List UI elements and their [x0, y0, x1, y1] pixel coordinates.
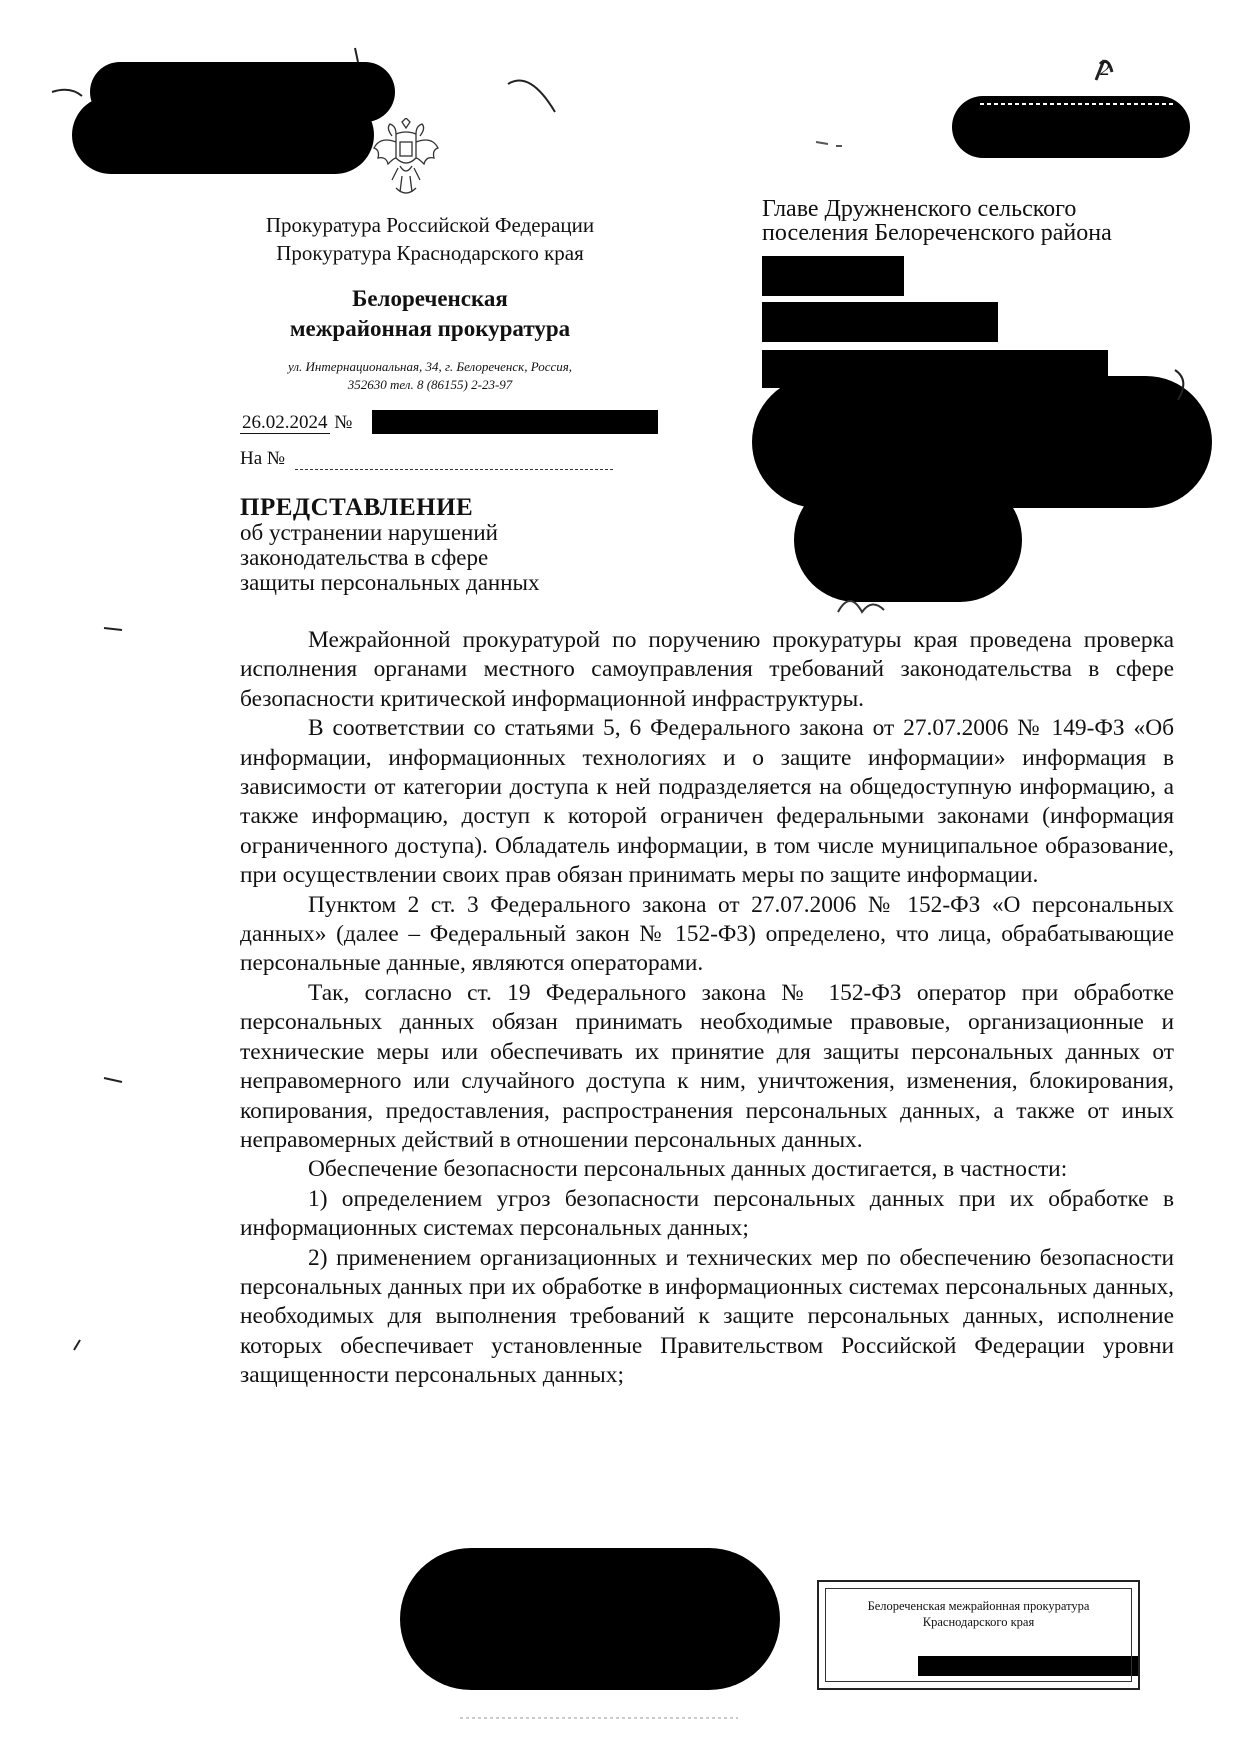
body-paragraph: Межрайонной прокуратурой по поручению прокуратуры края проведена проверка исполнения органами местного самоуправления требований законодательства в сфере безопасности критической информационной инфраструктуры.	[240, 627, 1174, 712]
address-line-1: ул. Интернациональная, 34, г. Белореченск, Россия,	[287, 359, 573, 374]
addressee-line-1: Главе Дружненского сельского	[762, 196, 1077, 222]
office-line-1: Белореченская	[352, 286, 508, 311]
office-line-2: межрайонная прокуратура	[289, 316, 571, 341]
coat-of-arms-icon	[370, 118, 442, 202]
body-paragraph: 2) применением организационных и технических мер по обеспечению безопасности персональных данных при их обработке в информационных системах персональных данных, необходимых для выполнения требований к защите персональных данных, исполнение которых обеспечивает установленные Правительством Российской Федерации уровни защищенности персональных данных;	[240, 1244, 1174, 1389]
document-date: 26.02.2024	[242, 412, 328, 433]
stamp-text	[819, 1598, 1138, 1630]
stamp-line-2: Краснодарского края	[922, 1615, 1035, 1629]
body-paragraph: Пунктом 2 ст. 3 Федерального закона от 27.07.2006 № 152-ФЗ «О персональных данных» (далее – Федеральный закон № 152-ФЗ) определено, что лица, обрабатывающие персональные данные, являются операторами.	[240, 891, 1174, 977]
document-body	[240, 626, 1174, 1391]
body-paragraph: Обеспечение безопасности персональных данных достигается, в частности:	[308, 1156, 1068, 1183]
document-title: ПРЕДСТАВЛЕНИЕ	[240, 494, 474, 521]
reference-label: На №	[240, 448, 286, 469]
subtitle-line-3: защиты персональных данных	[240, 570, 540, 595]
org-line-1: Прокуратура Российской Федерации	[265, 213, 595, 237]
document-subtitle	[240, 520, 640, 595]
subtitle-line-1: об устранении нарушений	[240, 520, 498, 545]
body-paragraph: 1) определением угроз безопасности персональных данных при их обработке в информационных системах персональных данных;	[240, 1185, 1174, 1242]
reference-row	[240, 448, 613, 470]
subtitle-line-2: законодательства в сфере	[240, 545, 489, 570]
address-line-2: 352630 тел. 8 (86155) 2-23-97	[347, 377, 513, 392]
reference-blank	[295, 453, 613, 470]
body-paragraph: Так, согласно ст. 19 Федерального закона № 152-ФЗ оператор при обработке персональных данных обязан принимать необходимые правовые, организационные и технические меры или обеспечивать их принятие для защиты персональных данных от неправомерного или случайного доступа к ним, уничтожения, изменения, блокирования, копирования, предоставления, распространения персональных данных, а также от иных неправомерных действий в отношении персональных данных.	[240, 979, 1174, 1153]
body-paragraph: В соответствии со статьями 5, 6 Федерального закона от 27.07.2006 № 149-ФЗ «Об информации, информационных технологиях и о защите информации» информация в зависимости от категории доступа к ней подразделяется на общедоступную информацию, а также информацию, доступ к которой ограничен федеральными законами (информация ограниченного доступа). Обладатель информации, в том числе муниципальное образование, при осуществлении своих прав обязан принимать меры по защите информации.	[240, 715, 1174, 889]
page-number: 2	[1100, 58, 1110, 80]
date-number-row	[240, 412, 352, 434]
registration-stamp	[817, 1580, 1140, 1690]
number-label: №	[334, 412, 353, 433]
addressee-line-2: поселения Белореченского района	[762, 220, 1112, 246]
org-line-2: Прокуратура Краснодарского края	[276, 241, 584, 265]
stamp-line-1: Белореченская межрайонная прокуратура	[867, 1599, 1090, 1613]
